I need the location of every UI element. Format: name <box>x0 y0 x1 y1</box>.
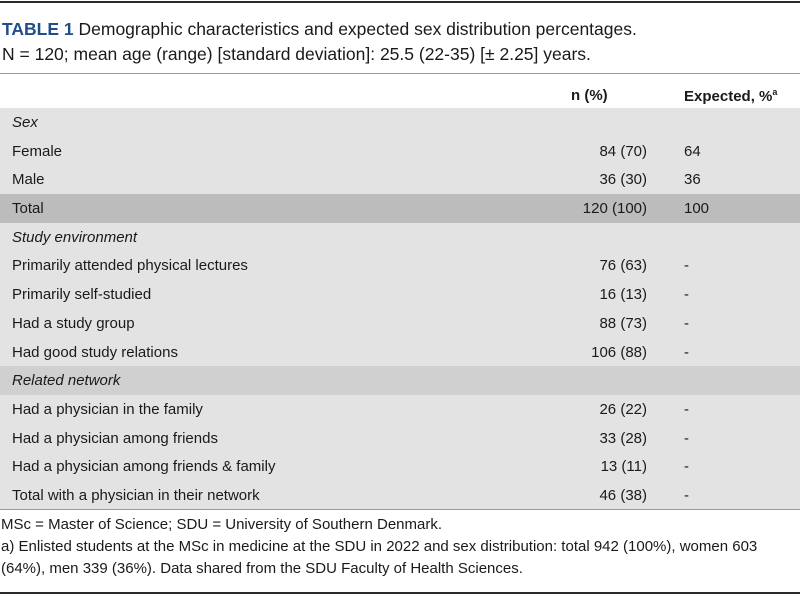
top-rule <box>0 1 800 3</box>
footnote-abbreviations: MSc = Master of Science; SDU = University of Southern Denmark. <box>1 516 442 533</box>
table-row <box>0 165 800 194</box>
bottom-rule <box>0 592 800 594</box>
row-label: Had a physician in the family <box>12 400 203 418</box>
column-header-n: n (%) <box>571 87 608 104</box>
table-header <box>0 80 800 108</box>
row-expected: - <box>684 286 689 304</box>
table-row <box>0 481 800 510</box>
row-expected: 36 <box>684 171 701 189</box>
row-expected: - <box>684 429 689 447</box>
section-title: Related network <box>12 372 121 390</box>
row-expected: 64 <box>684 142 701 160</box>
row-label: Had a physician among friends <box>12 429 218 447</box>
row-expected: - <box>684 400 689 418</box>
row-label: Had a physician among friends & family <box>12 458 276 476</box>
table-row <box>0 338 800 367</box>
table-row <box>0 309 800 338</box>
table-label: TABLE 1 <box>2 19 74 39</box>
section-title: Sex <box>12 114 38 131</box>
row-label: Total with a physician in their network <box>12 486 260 504</box>
data-table <box>0 108 800 510</box>
footnote-marker: a <box>772 87 778 97</box>
row-label: Primarily attended physical lectures <box>12 257 248 275</box>
table-title: Demographic characteristics and expected sex distribution percentages. <box>78 19 637 39</box>
row-expected: - <box>684 314 689 332</box>
footnote-divider <box>0 509 800 510</box>
row-n: 106 (88) <box>591 343 647 361</box>
table-footnotes <box>1 514 799 580</box>
caption-divider <box>0 73 800 74</box>
row-label: Male <box>12 171 45 189</box>
section-header-related-network <box>0 366 800 395</box>
row-label: Total <box>12 200 44 218</box>
row-n: 13 (11) <box>600 458 647 476</box>
row-expected: - <box>684 257 689 275</box>
section-title: Study environment <box>12 228 138 246</box>
row-n: 120 (100) <box>582 200 647 218</box>
section-header-study-environment <box>0 223 800 252</box>
row-label: Had good study relations <box>12 343 178 361</box>
row-n: 46 (38) <box>599 486 647 504</box>
column-header-expected-text: Expected, % <box>684 88 773 105</box>
row-label: Had a study group <box>12 314 135 332</box>
row-expected: - <box>684 486 689 504</box>
row-n: 36 (30) <box>599 171 647 189</box>
row-expected: 100 <box>684 200 710 218</box>
row-n: 26 (22) <box>599 400 647 418</box>
row-n: 88 (73) <box>599 314 647 332</box>
row-n: 84 (70) <box>599 142 647 160</box>
row-label: Primarily self-studied <box>12 286 152 304</box>
row-n: 76 (63) <box>599 257 647 275</box>
table-row <box>0 395 800 424</box>
row-n: 33 (28) <box>599 429 647 447</box>
row-expected: - <box>684 458 689 476</box>
table-row <box>0 251 800 280</box>
column-header-expected <box>684 87 777 105</box>
table-row <box>0 280 800 309</box>
table-row <box>0 424 800 453</box>
row-n: 16 (13) <box>599 286 647 304</box>
row-label: Female <box>12 142 63 160</box>
section-header-sex <box>0 108 800 137</box>
table-row <box>0 452 800 481</box>
row-expected: - <box>684 343 689 361</box>
footnote-a: a) Enlisted students at the MSc in medicine at the SDU in 2022 and sex distribution: total 942 (100%), women 603 (64%), men 339 (36%). Data shared from the SDU Faculty of Health Sciences. <box>1 538 758 577</box>
table-row <box>0 137 800 166</box>
table-subtitle: N = 120; mean age (range) [standard deviation]: 25.5 (22-35) [± 2.25] years. <box>2 44 591 64</box>
table-row-total <box>0 194 800 223</box>
table-caption <box>2 17 798 67</box>
